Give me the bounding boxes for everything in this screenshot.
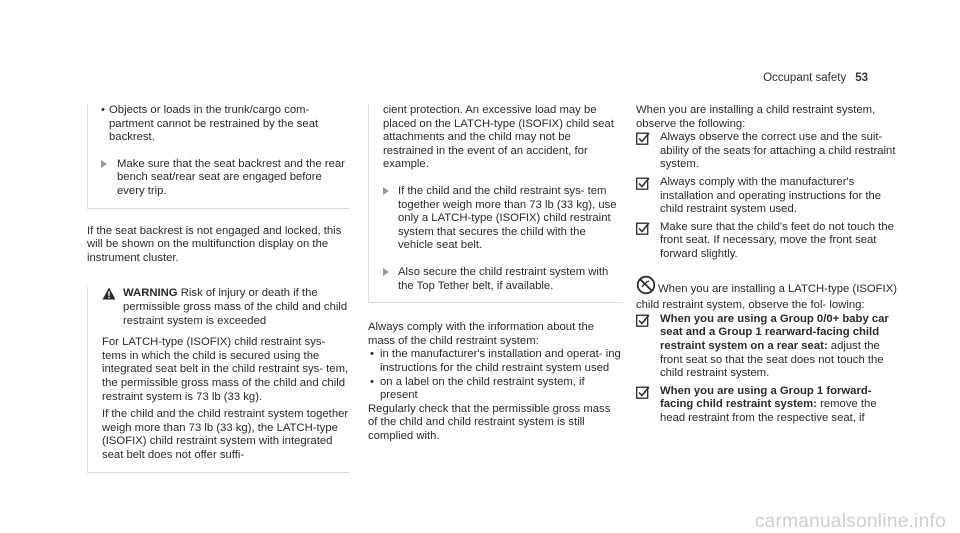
page-number: 53 [855,72,868,84]
checklist-text: Always observe the correct use and the suit- ability of the seats for attaching a child restraint system. [660,131,896,171]
warning-triangle-icon [102,287,116,305]
bullet-text: on a label on the child restraint system, if present [380,375,585,402]
checkbox-icon [636,222,650,240]
bullet-dot: • [370,348,374,361]
warning-paragraph: For LATCH-type (ISOFIX) child restraint sys- tems in which the child is secured using the integrated seat belt in the child restraint sys- tem, the permissible gross mass of the child and child restraint system is 73 lb (33 kg). [102,336,349,403]
warning-box-continued [368,104,622,303]
paragraph: If the seat backrest is not engaged and locked, this will be shown on the multifunction display on the instrument cluster. [87,224,342,264]
paragraph: When you are installing a child restraint system, observe the following: [636,104,876,130]
note-paragraph [636,275,902,313]
bullet-text: in the manufacturer's installation and operat- ing instructions for the child restraint system used [380,348,621,374]
checklist-item [636,131,902,172]
step-text: Make sure that the seat backrest and the rear bench seat/rear seat are engaged before every trip. [117,157,345,197]
checkbox-icon [636,132,650,150]
warning-paragraph: cient protection. An excessive load may be placed on the LATCH-type (ISOFIX) child seat attachments and the child may not be restrained in the event of an accident, for example. [383,104,614,171]
list-item [368,376,622,403]
checklist-item [636,221,902,262]
checkbox-icon [636,386,650,404]
bullet-dot: • [370,375,374,388]
checklist-item [636,313,902,381]
checkbox-icon [636,314,650,332]
warning-text: Risk of injury or death if the permissible gross mass of the child and child restraint system is exceeded [123,287,348,327]
paragraph: Always comply with the information about the mass of the child restraint system: [368,321,595,347]
checklist-item [636,176,902,217]
step-arrow-icon [101,160,107,168]
checklist-bold-text: When you are using a Group 1 forward- facing child restraint system: [660,384,872,411]
checklist-text: Always comply with the manufacturer's installation and operating instructions for the child restraint system used. [660,175,882,216]
checklist-text: Make sure that the child's feet do not touch the front seat. If necessary, move the front seat forward slightly. [660,220,894,260]
column-1 [87,104,349,473]
bullet-text: Objects or loads in the trunk/cargo com- partment cannot be restrained by the seat backrest. [109,104,319,144]
watermark: carmanualsonline.info [754,511,946,533]
warning-heading [102,287,349,328]
step-arrow-icon [383,268,389,276]
note-text: When you are installing a LATCH-type (ISOFIX) child restraint system, observe the fol- lowing: [636,282,897,312]
instruction-step [88,158,349,199]
warning-label: WARNING [123,287,178,300]
checklist-text: remove the head restraint from the respective seat, if [660,398,877,424]
instruction-step [383,266,622,293]
loads-note-box [87,104,349,209]
step-text: If the child and the child restraint sys- tem together weigh more than 73 lb (33 kg), use only a LATCH-type (ISOFIX) child restraint system that secures the child with the vehicle seat belt. [398,184,617,252]
checklist-text: adjust the front seat so that the seat does not touch the child restraint system. [660,339,884,380]
page-header [763,72,868,86]
checkbox-icon [636,177,650,195]
step-text: Also secure the child restraint system with the Top Tether belt, if available. [398,265,609,292]
list-item [88,104,349,145]
checklist-item [636,385,902,426]
section-title: Occupant safety [763,72,847,84]
warning-paragraph: If the child and the child restraint system together weigh more than 73 lb (33 kg), the LATCH-type (ISOFIX) child restraint system with integrated seat belt does not offer suffi- [102,408,349,461]
column-2 [368,104,622,443]
step-arrow-icon [383,187,389,195]
list-item [368,348,622,375]
prohibited-note-icon [636,275,656,300]
instruction-step [383,185,622,253]
column-3 [636,104,902,425]
checklist-bold-text: When you are using a Group 0/0+ baby car seat and a Group 1 rearward-facing child restraint system on a rear seat: [660,312,889,352]
bullet-dot: • [101,104,105,116]
warning-box [87,287,349,473]
paragraph: Regularly check that the permissible gross mass of the child and child restraint system is still complied with. [368,402,611,442]
